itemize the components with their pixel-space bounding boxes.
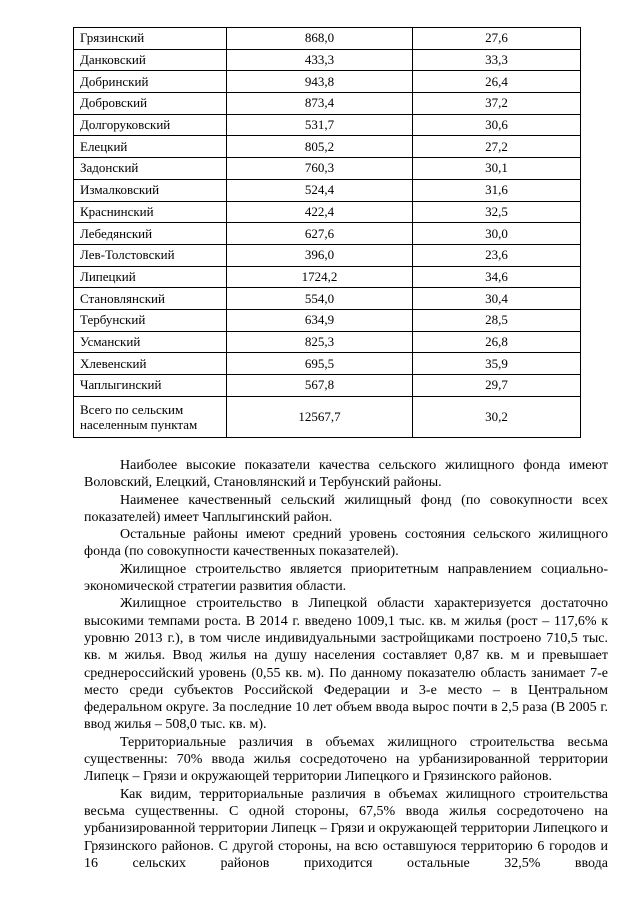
value-cell: 32,5 [413,201,581,223]
value-cell: 23,6 [413,244,581,266]
value-cell: 805,2 [227,136,413,158]
district-name-cell: Становлянский [74,288,227,310]
total-label-line: Всего по сельским [80,401,184,417]
district-name-cell: Хлевенский [74,353,227,375]
value-cell: 760,3 [227,158,413,180]
table-body [74,28,581,438]
value-cell: 422,4 [227,201,413,223]
value-cell: 695,5 [227,353,413,375]
value-cell: 567,8 [227,375,413,397]
district-name-cell: Добровский [74,93,227,115]
table-row [74,179,581,201]
total-label-cell [74,396,227,437]
value-cell: 28,5 [413,309,581,331]
table-row [74,266,581,288]
body-text [84,457,608,872]
table-row [74,244,581,266]
district-name-cell: Усманский [74,331,227,353]
table-row [74,114,581,136]
value-cell: 943,8 [227,71,413,93]
table-row [74,288,581,310]
total-value-cell: 12567,7 [227,396,413,437]
paragraph: Жилищное строительство в Липецкой области характеризуется достаточно высокими темпами роста. В 2014 г. введено 1009,1 тыс. кв. м жилья (рост – 117,6% к уровню 2013 г.), в том числе индивидуальными застройщиками построено 710,5 тыс. кв. м жилья. Ввод жилья на душу населения составляет 0,87 кв. м и превышает среднероссийский уровень (0,55 кв. м). По данному показателю область занимает 7-е место среди субъектов Российской Федерации и 3-е место – в Центральном федеральном округе. За последние 10 лет объем ввода вырос почти в 2,5 раза (В 2005 г. ввод жилья – 508,0 тыс. кв. м). [84,596,608,733]
value-cell: 35,9 [413,353,581,375]
value-cell: 524,4 [227,179,413,201]
total-value-cell: 30,2 [413,396,581,437]
paragraph: Как видим, территориальные различия в объемах жилищного строительства весьма существенны. С одной стороны, 67,5% ввода жилья сосредоточено на урбанизированной территории Липецк – Грязи и окружающей территории Липецкого и Грязинского районов. С другой стороны, на всю оставшуюся территорию 6 городов и 16 сельских районов приходится остальные 32,5% ввода [84,786,608,871]
value-cell: 30,0 [413,223,581,245]
value-cell: 26,8 [413,331,581,353]
value-cell: 1724,2 [227,266,413,288]
paragraph: Остальные районы имеют средний уровень состояния сельского жилищного фонда (по совокупности качественных показателей). [84,527,608,560]
district-name-cell: Краснинский [74,201,227,223]
district-name-cell: Лев-Толстовский [74,244,227,266]
table-row [74,375,581,397]
value-cell: 33,3 [413,49,581,71]
table-row [74,49,581,71]
district-name-cell: Добринский [74,71,227,93]
value-cell: 531,7 [227,114,413,136]
district-name-cell: Лебедянский [74,223,227,245]
value-cell: 30,4 [413,288,581,310]
district-name-cell: Чаплыгинский [74,375,227,397]
table-row [74,223,581,245]
value-cell: 30,6 [413,114,581,136]
table-row [74,331,581,353]
district-name-cell: Долгоруковский [74,114,227,136]
value-cell: 868,0 [227,28,413,50]
value-cell: 34,6 [413,266,581,288]
district-name-cell: Липецкий [74,266,227,288]
table-row [74,158,581,180]
value-cell: 627,6 [227,223,413,245]
value-cell: 634,9 [227,309,413,331]
value-cell: 873,4 [227,93,413,115]
district-name-cell: Данковский [74,49,227,71]
value-cell: 27,6 [413,28,581,50]
paragraph: Территориальные различия в объемах жилищного строительства весьма существенны: 70% ввода жилья сосредоточено на урбанизированной территории Липецк – Грязи и окружающей территории Липецкого и Грязинского районов. [84,734,608,785]
value-cell: 433,3 [227,49,413,71]
district-housing-table [73,27,581,438]
paragraph: Наименее качественный сельский жилищный фонд (по совокупности всех показателей) имеет Чаплыгинский район. [84,492,608,525]
total-label-line: населенным пунктам [80,416,198,432]
table-row [74,93,581,115]
table-row [74,28,581,50]
value-cell: 26,4 [413,71,581,93]
paragraph: Жилищное строительство является приоритетным направлением социально-экономической стратегии развития области. [84,561,608,595]
value-cell: 825,3 [227,331,413,353]
district-name-cell: Измалковский [74,179,227,201]
table-row [74,309,581,331]
value-cell: 554,0 [227,288,413,310]
paragraph: Наиболее высокие показатели качества сельского жилищного фонда имеют Воловский, Елецкий, Становлянский и Тербунский районы. [84,458,608,491]
district-name-cell: Задонский [74,158,227,180]
table-row [74,353,581,375]
value-cell: 31,6 [413,179,581,201]
value-cell: 30,1 [413,158,581,180]
table-row [74,136,581,158]
value-cell: 27,2 [413,136,581,158]
table-row [74,201,581,223]
district-name-cell: Елецкий [74,136,227,158]
district-name-cell: Тербунский [74,309,227,331]
district-name-cell: Грязинский [74,28,227,50]
value-cell: 29,7 [413,375,581,397]
total-row [74,396,581,437]
table-row [74,71,581,93]
value-cell: 396,0 [227,244,413,266]
value-cell: 37,2 [413,93,581,115]
